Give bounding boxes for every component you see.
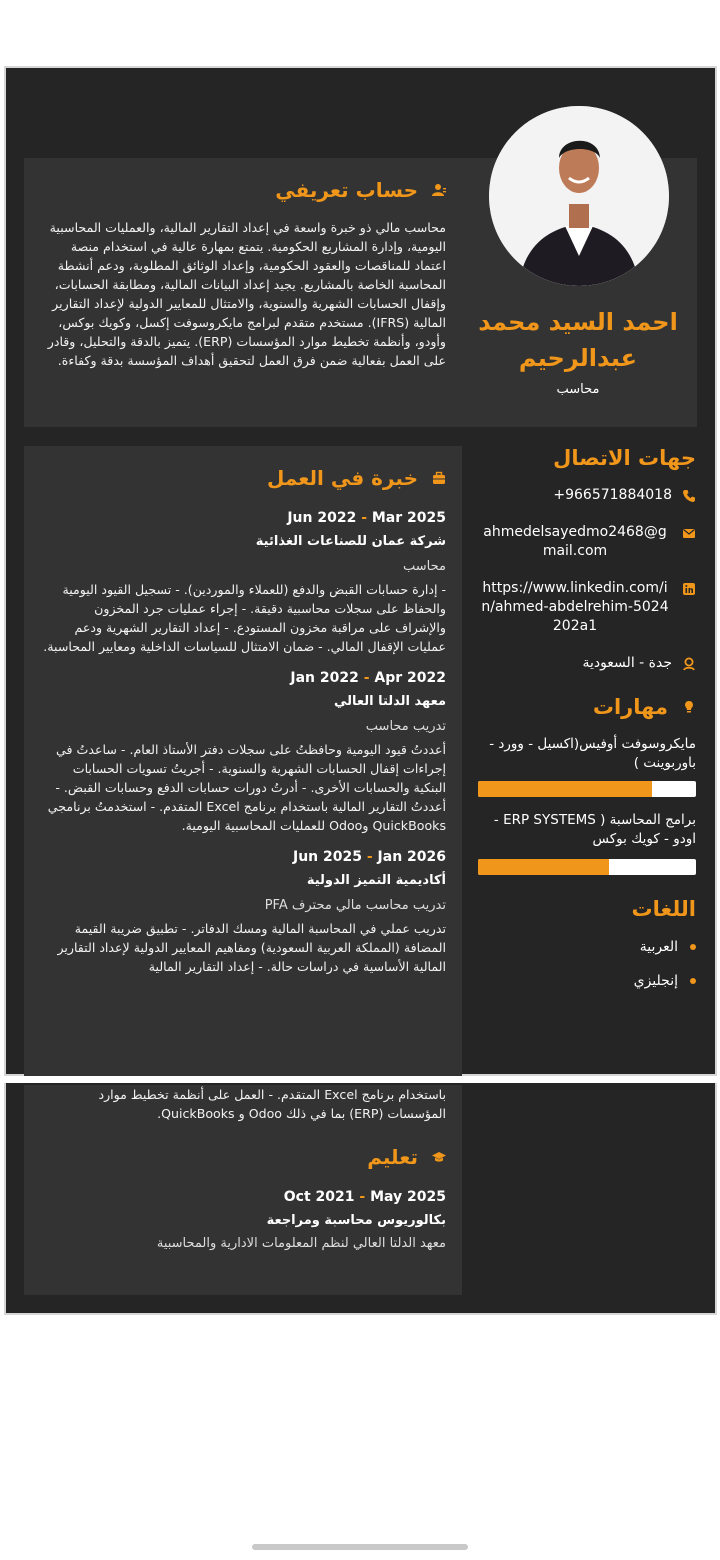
experience-item: [40, 849, 446, 976]
skills-heading: [478, 695, 696, 719]
profile-heading-text: حساب تعريفي: [275, 178, 418, 202]
date-start: Oct 2021: [283, 1189, 355, 1205]
language-text: إنجليزي: [633, 973, 678, 989]
profile-text: محاسب مالي ذو خبرة واسعة في إعداد التقارير المالية، والعمليات المحاسبية اليومية، وإدارة المشاريع الحكومية. يتمتع بمهارة عالية في استخدام منصة اعتماد للمناقصات والعقود الحكومية، وإعداد الوثائق المطلوبة، ودعم أنشطة المحاسبة الخاصة بالمشاريع. يجيد إعداد البيانات المالية، ومطابقة الحسابات، وإقفال الحسابات الشهرية والسنوية، والامتثال للمعايير الدولية لإعداد التقارير المالية (IFRS). مستخدم متقدم لبرامج مايكروسوفت إكسل، وكويك بوكس، وأودو، وأنظمة تخطيط موارد المؤسسات (ERP). يتميز بالدقة والتحليل، وقادر على العمل بفعالية ضمن فرق العمل لتحقيق أهداف المؤسسة بدقة وكفاءة.: [47, 220, 446, 368]
language-text: العربية: [639, 939, 678, 955]
contact-phone[interactable]: [478, 486, 696, 505]
contact-email-text: ahmedelsayedmo2468@gmail.com: [483, 524, 667, 559]
skill-item: [478, 735, 696, 797]
profile-section: [40, 178, 446, 370]
date-start: Jan 2022: [290, 670, 359, 686]
contacts-heading: جهات الاتصال: [553, 446, 696, 470]
skill-bar-fill: [478, 781, 652, 797]
experience-desc: - إدارة حسابات القبض والدفع (للعملاء والموردين). - تسجيل القيود اليومية والحفاظ على سجلات محاسبية دقيقة. - إجراء عمليات جرد المخزون والإشراف على مراقبة مخزون المستودع. - إعداد التقارير الشهرية ودعم عمليات الإقفال المالي. - ضمان الامتثال للسياسات الداخلية ومعايير المحاسبة.: [43, 582, 446, 654]
experience-item: [40, 510, 446, 656]
language-item: [478, 939, 696, 955]
education-school: معهد الدلتا العالي لنظم المعلومات الادارية والمحاسبية: [156, 1236, 446, 1251]
user-icon: [432, 183, 446, 197]
person-name: احمد السيد محمد عبدالرحيم: [478, 308, 678, 372]
contact-email[interactable]: [478, 523, 696, 561]
experience-date: Jun 2025 - Jan 2026: [292, 849, 446, 865]
experience-role: محاسب: [403, 559, 446, 574]
page2-section: [40, 1085, 446, 1251]
bullet-icon: [690, 978, 696, 984]
profile-heading: [40, 178, 446, 202]
skill-bar: [478, 859, 696, 875]
briefcase-icon: [432, 471, 446, 485]
graduation-cap-icon: [432, 1150, 446, 1164]
languages-heading: اللغات: [631, 897, 696, 921]
skill-bar: [478, 781, 696, 797]
date-end: May 2025: [370, 1189, 446, 1205]
education-heading-text: تعليم: [367, 1145, 418, 1169]
date-end: Jan 2026: [377, 849, 446, 865]
skill-item: [478, 811, 696, 875]
contact-phone-text: 966571884018+: [553, 487, 672, 503]
location-icon: [682, 657, 696, 671]
education-heading: [40, 1145, 446, 1169]
date-start: Jun 2022: [287, 510, 357, 526]
skills-heading-text: مهارات: [592, 695, 668, 719]
experience-role: تدريب محاسب مالي محترف PFA: [264, 898, 446, 913]
contact-linkedin-text: https://www.linkedin.com/in/ahmed-abdelrehim-5024202a1: [481, 580, 669, 634]
experience-date: Jan 2022 - Apr 2022: [290, 670, 446, 686]
experience-org: شركة عمان للصناعات الغذائية: [255, 534, 446, 549]
experience-desc: تدريب عملي في المحاسبة المالية ومسك الدفاتر. - تطبيق ضريبة القيمة المضافة (المملكة العربية السعودية) ومفاهيم المعايير الدولية لإعداد التقارير المالية الأساسية في دراسات حالة. - إعداد التقارير المالية: [57, 921, 446, 974]
education-date: Oct 2021 - May 2025: [283, 1189, 446, 1205]
experience-heading-text: خبرة في العمل: [267, 466, 418, 490]
education-degree: بكالوريوس محاسبة ومراجعة: [266, 1213, 446, 1228]
skill-label: مايكروسوفت أوفيس(اكسيل - وورد - باوربوينت ): [489, 736, 696, 771]
contact-location: [478, 654, 696, 673]
education-item: [40, 1189, 446, 1251]
skill-bar-fill: [478, 859, 609, 875]
avatar: [489, 106, 669, 286]
experience-heading: [40, 466, 446, 490]
phone-icon: [682, 489, 696, 503]
person-title: محاسب: [556, 382, 600, 397]
lightbulb-icon: [682, 700, 696, 714]
home-indicator[interactable]: [252, 1544, 468, 1550]
contacts-section: [478, 446, 696, 989]
experience-desc-continued: باستخدام برنامج Excel المتقدم. - العمل على أنظمة تخطيط موارد المؤسسات (ERP) بما في ذلك Odoo و QuickBooks.: [98, 1087, 446, 1121]
experience-section: [40, 466, 446, 976]
experience-role: تدريب محاسب: [365, 719, 446, 734]
experience-desc: أعددتُ قيود اليومية وحافظتُ على سجلات دفتر الأستاذ العام. - ساعدتُ في إجراءات إقفال الحسابات الشهرية والسنوية. - أجريتُ تسويات الحسابات البنكية والحسابات الأخرى. - أدرتُ دورات حسابات الدفع وحسابات القبض. - أعددتُ التقارير المالية باستخدام برنامج Excel المتقدم. - استخدمتُ برنامجي QuickBooks وOdoo للعمليات المحاسبية اليومية.: [47, 742, 446, 833]
skill-label: برامج المحاسبة ( ERP SYSTEMS - اودو - كويك بوكس: [493, 812, 696, 847]
linkedin-icon: [682, 582, 696, 596]
name-block: [478, 304, 678, 397]
experience-org: معهد الدلتا العالي: [333, 694, 446, 709]
experience-org: أكاديمية التميز الدولية: [306, 873, 446, 888]
contact-location-text: جدة - السعودية: [582, 655, 672, 671]
experience-date: Jun 2022 - Mar 2025: [287, 510, 446, 526]
bullet-icon: [690, 944, 696, 950]
contact-linkedin[interactable]: [478, 579, 696, 636]
email-icon: [682, 526, 696, 540]
date-end: Mar 2025: [371, 510, 446, 526]
experience-item: [40, 670, 446, 835]
date-end: Apr 2022: [374, 670, 446, 686]
language-item: [478, 973, 696, 989]
date-start: Jun 2025: [292, 849, 362, 865]
